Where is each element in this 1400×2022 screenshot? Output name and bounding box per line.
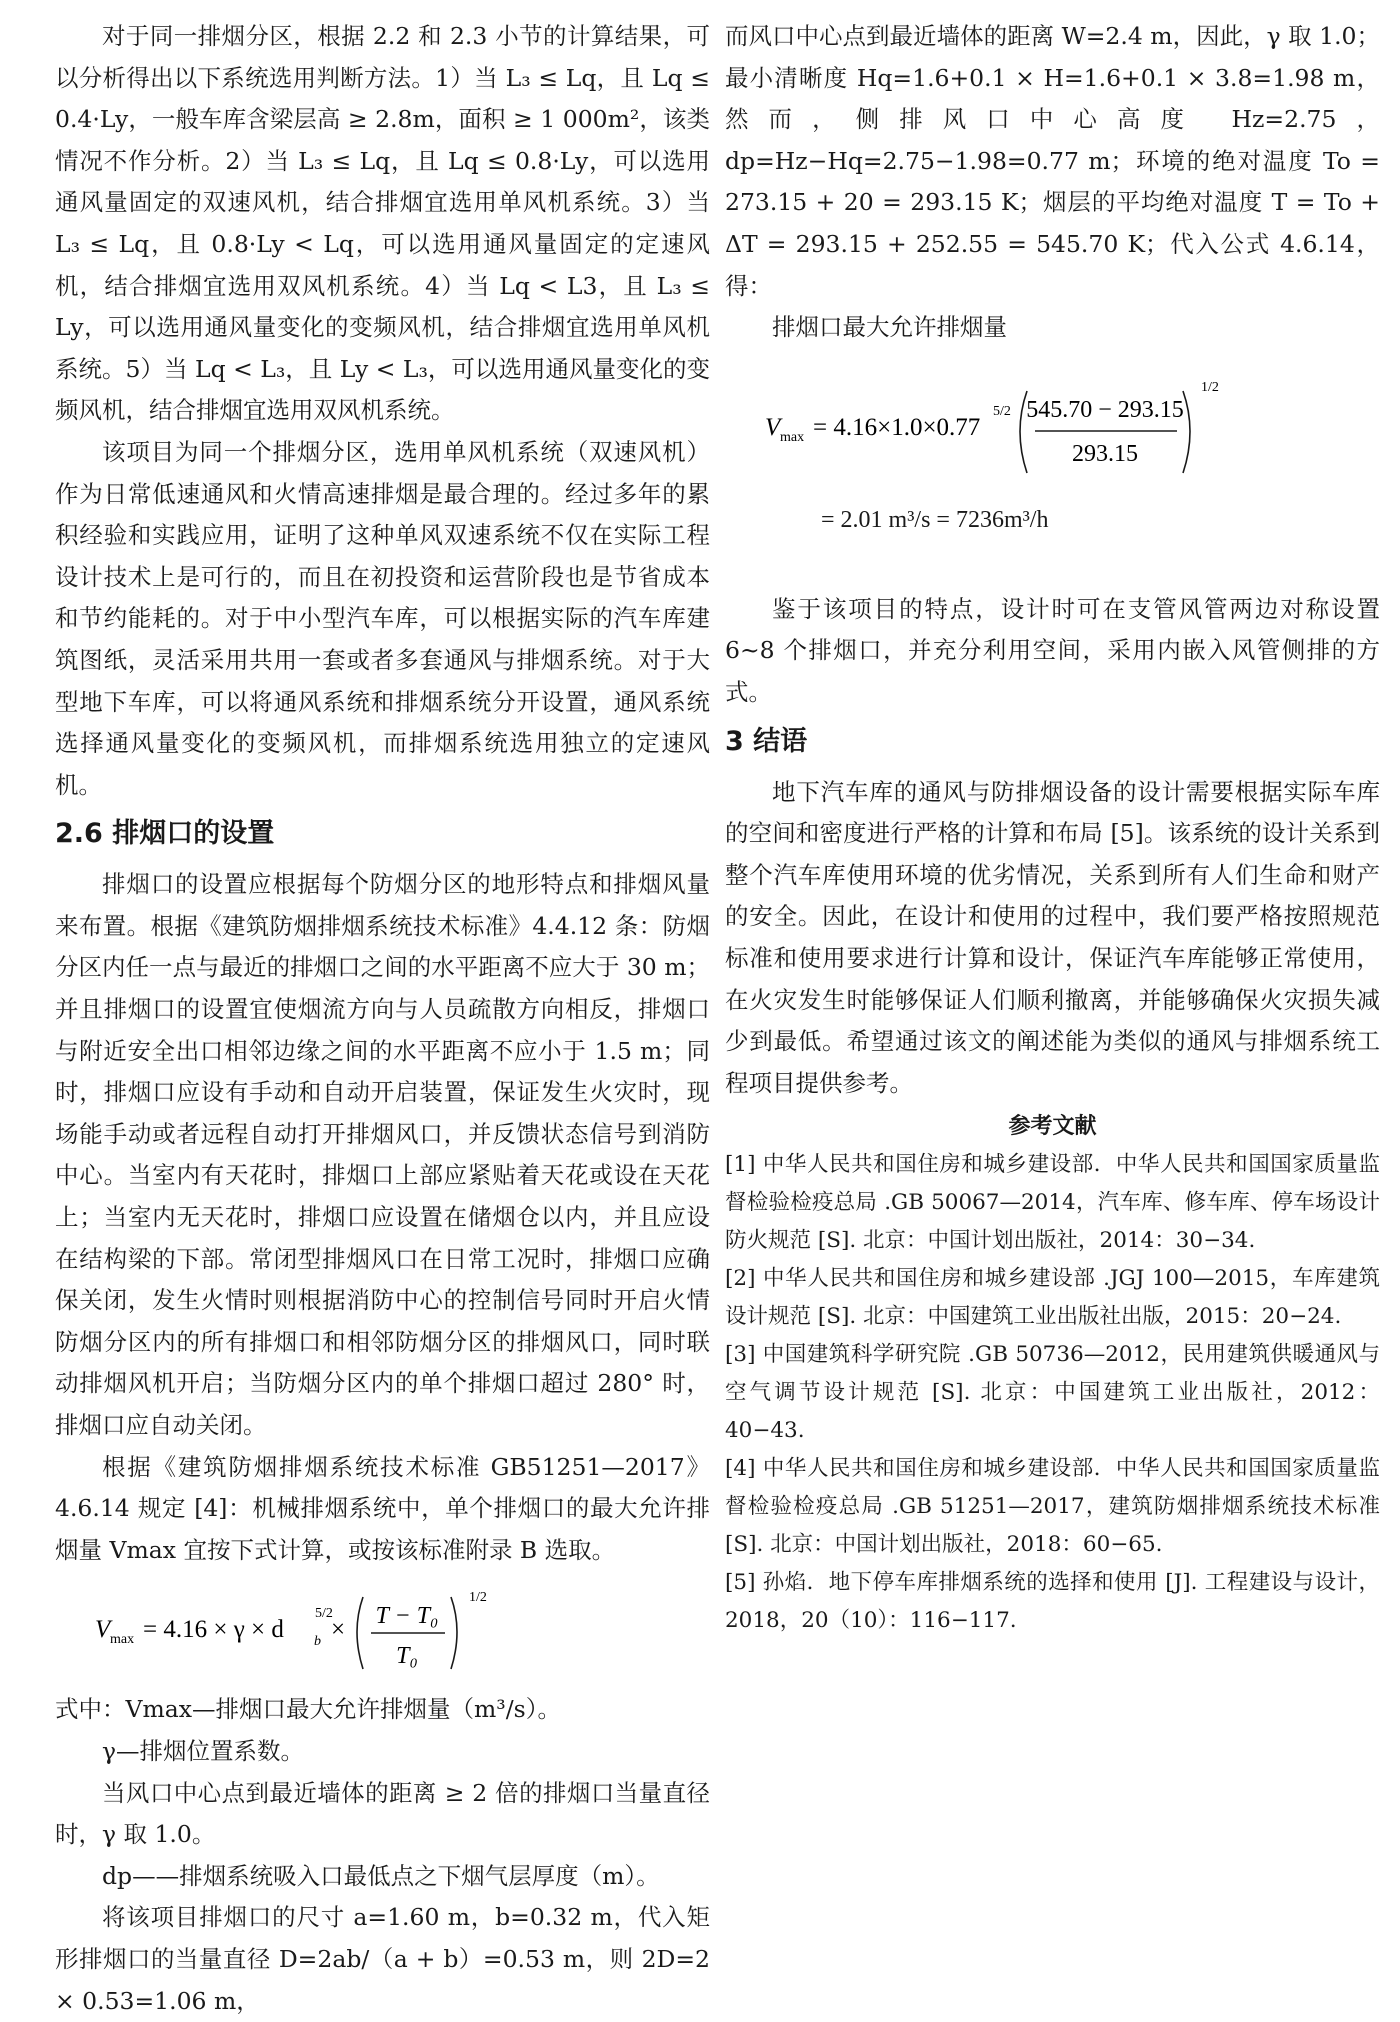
paragraph: 排烟口的设置应根据每个防烟分区的地形特点和排烟风量来布置。根据《建筑防烟排烟系统技术标准》4.4.12 条：防烟分区内任一点与最近的排烟口之间的水平距离不应大于 30 m；并且排烟口的设置宜使烟流方向与人员疏散方向相反，排烟口与附近安全出口相邻边缘之间的水平距离不应小于 1.5 m；同时，排烟口应设有手动和自动开启装置，保证发生火灾时，现场能手动或者远程自动打开排烟风口，并反馈状态信号到消防中心。当室内有天花时，排烟口上部应紧贴着天花或设在天花上；当室内无天花时，排烟口应设置在储烟仓以内，并且应设在结构梁的下部。常闭型排烟风口在日常工况时，排烟口应确保关闭，发生火情时则根据消防中心的控制信号同时开启火情防烟分区内的所有排烟口和相邻防烟分区的排烟风口，同时联动排烟风机开启；当防烟分区内的单个排烟口超过 280° 时，排烟口应自动关闭。 (55, 870, 710, 1439)
reference-item: [1] 中华人民共和国住房和城乡建设部．中华人民共和国国家质量监督检验检疫总局 .GB 50067—2014，汽车库、修车库、停车场设计防火规范 [S]. 北京：中国计划出版社，2014：30−34. (725, 1152, 1380, 1254)
formula-lhs-sub: max (110, 1632, 135, 1648)
formula-lhs: V (765, 413, 781, 441)
paragraph: γ—排烟位置系数。 (102, 1736, 305, 1765)
formula-numerator: T − T₀ (375, 1603, 439, 1630)
paren-right (1183, 391, 1190, 473)
reference-item: [5] 孙焰．地下停车库排烟系统的选择和使用 [J]. 工程建设与设计，2018，20（10）：116−117. (725, 1570, 1380, 1634)
formula-times: × (331, 1616, 346, 1644)
formula-outer-exp: 1/2 (469, 1590, 487, 1606)
formula-exp: 5/2 (315, 1606, 333, 1622)
paragraph: 当风口中心点到最近墙体的距离 ≥ 2 倍的排烟口当量直径时，γ 取 1.0。 (55, 1778, 710, 1849)
formula-graphic (765, 361, 1285, 491)
formula-vmax-calc (725, 361, 1380, 491)
reference-item: [2] 中华人民共和国住房和城乡建设部 .JGJ 100—2015，车库建筑设计规范 [S]. 北京：中国建筑工业出版社出版，2015：20−24. (725, 1266, 1380, 1330)
paragraph: dp——排烟系统吸入口最低点之下烟气层厚度（m）。 (102, 1861, 660, 1890)
formula-denominator: 293.15 (1072, 440, 1138, 467)
paragraph: 该项目为同一个排烟分区，选用单风机系统（双速风机）作为日常低速通风和火情高速排烟是最合理的。经过多年的累积经验和实践应用，证明了这种单风双速系统不仅在实际工程设计技术上是可行的，而且在初投资和运营阶段也是节省成本和节约能耗的。对于中小型汽车库，可以根据实际的汽车库建筑图纸，灵活采用共用一套或者多套通风与排烟系统。对于大型地下车库，可以将通风系统和排烟系统分开设置，通风系统选择通风量变化的变频风机，而排烟系统选用独立的定速风机。 (55, 437, 710, 799)
references-list (725, 1146, 1380, 1640)
reference-item: [3] 中国建筑科学研究院 .GB 50736—2012，民用建筑供暖通风与空气调节设计规范 [S]. 北京：中国建筑工业出版社，2012：40−43. (725, 1342, 1380, 1444)
reference-item: [4] 中华人民共和国住房和城乡建设部．中华人民共和国国家质量监督检验检疫总局 .GB 51251—2017，建筑防烟排烟系统技术标准 [S]. 北京：中国计划出版社，2018：60−65. (725, 1456, 1380, 1558)
formula-exp: 5/2 (993, 403, 1011, 419)
formula-graphic (95, 1571, 515, 1689)
left-column (55, 16, 710, 2022)
formula-numerator: 545.70 − 293.15 (1026, 396, 1184, 423)
paragraph: 排烟口最大允许排烟量 (772, 313, 1007, 342)
paragraph: 鉴于该项目的特点，设计时可在支管风管两边对称设置 6~8 个排烟口，并充分利用空间，采用内嵌入风管侧排的方式。 (725, 594, 1380, 706)
references-title: 参考文献 (1008, 1114, 1097, 1140)
paragraph: 对于同一排烟分区，根据 2.2 和 2.3 小节的计算结果，可以分析得出以下系统选用判断方法。1）当 L₃ ≤ Lq，且 Lq ≤ 0.4·Ly，一般车库含梁层高 ≥ 2.8m，面积 ≥ 1 000m²，该类情况不作分析。2）当 L₃ ≤ Lq，且 Lq ≤ 0.8·Ly，可以选用通风量固定的双速风机，结合排烟宜选用单风机系统。3）当 L₃ ≤ Lq，且 0.8·Ly < Lq，可以选用通风量固定的定速风机，结合排烟宜选用双风机系统。4）当 Lq < L3，且 L₃ ≤ Ly，可以选用通风量变化的变频风机，结合排烟宜选用单风机系统。5）当 Lq < L₃，且 Ly < L₃，可以选用通风量变化的变频风机，结合排烟宜选用双风机系统。 (55, 22, 710, 425)
paragraph: 而风口中心点到最近墙体的距离 W=2.4 m，因此，γ 取 1.0；最小清晰度 Hq=1.6+0.1 × H=1.6+0.1 × 3.8=1.98 m，然而，侧排风口中心高度 Hz=2.75，dp=Hz−Hq=2.75−1.98=0.77 m；环境的绝对温度 To = 273.15 + 20 = 293.15 K；烟层的平均绝对温度 T = To + ΔT = 293.15 + 252.55 = 545.70 K；代入公式 4.6.14，得： (725, 22, 1380, 300)
paragraph: 根据《建筑防烟排烟系统技术标准 GB51251—2017》4.6.14 规定 [4]：机械排烟系统中，单个排烟口的最大允许排烟量 Vmax 宜按下式计算，或按该标准附录 B 选取。 (55, 1452, 710, 1564)
paragraph: 地下汽车库的通风与防排烟设备的设计需要根据实际车库的空间和密度进行严格的计算和布局 [5]。该系统的设计关系到整个汽车库使用环境的优劣情况，关系到所有人们生命和财产的安全。因此，在设计和使用的过程中，我们要严格按照规范标准和使用要求进行计算和设计，保证汽车库能够正常使用，在火灾发生时能够保证人们顺利撤离，并能够确保火灾损失减少到最低。希望通过该文的阐述能为类似的通风与排烟系统工程项目提供参考。 (725, 777, 1380, 1097)
formula-rhs: = 4.16×1.0×0.77 (813, 413, 981, 441)
section-heading: 3 结语 (725, 725, 808, 757)
formula-denominator: T₀ (396, 1643, 418, 1670)
formula-vmax-general (55, 1571, 710, 1689)
paragraph: 将该项目排烟口的尺寸 a=1.60 m，b=0.32 m，代入矩形排烟口的当量直径 D=2ab/（a + b）=0.53 m，则 2D=2 × 0.53=1.06 m， (55, 1903, 710, 2015)
paren-left (357, 1597, 363, 1669)
formula-rhs: = 4.16 × γ × d (143, 1616, 284, 1644)
formula-lhs-sub: max (780, 429, 805, 445)
formula-db-sub: b (314, 1634, 321, 1650)
section-heading: 2.6 排烟口的设置 (55, 818, 275, 850)
paren-right (451, 1597, 457, 1669)
formula-outer-exp: 1/2 (1201, 379, 1219, 395)
formula-lhs: V (95, 1616, 111, 1644)
formula-result-text: = 2.01 m³/s = 7236m³/h (821, 506, 1049, 533)
formula-result (725, 491, 1380, 549)
right-column (725, 16, 1380, 1640)
paragraph: 式中：Vmax—排烟口最大允许排烟量（m³/s）。 (55, 1695, 561, 1724)
